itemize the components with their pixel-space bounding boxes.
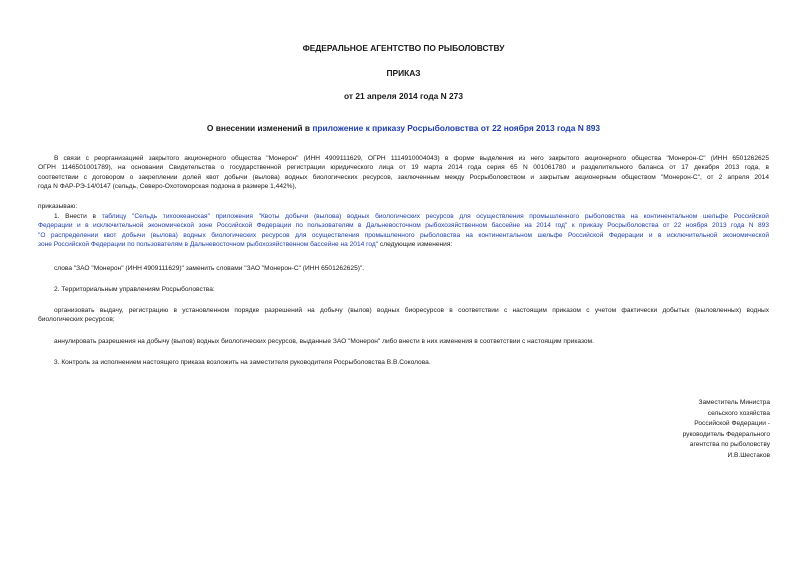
item-2-paragraph-2: аннулировать разрешения на добычу (вылов) водных биологических ресурсов, выданные ЗАО "Монерон" либо внести в них изменения в соответствии с настоящим приказом.: [54, 338, 594, 345]
item-1-replacement: слова "ЗАО "Монерон" (ИНН 4909111629)" заменить словами "ЗАО "Монерон-С" (ИНН 6501262625)".: [54, 265, 365, 272]
title-link[interactable]: приложение к приказу Росрыболовства от 22 ноября 2013 года N 893: [312, 123, 601, 133]
item-1-link-2[interactable]: Федерации и в исключительной экономической зоне Российской Федерации по пользователям в Дальневосточном рыбохозяйственном бассейне на 2014 год" к приказу Росрыболовства от 22 ноября 2013 года N 893: [38, 222, 769, 230]
agency-title: ФЕДЕРАЛЬНОЕ АГЕНТСТВО ПО РЫБОЛОВСТВУ: [302, 43, 505, 53]
item-1-suffix: следующие изменения:: [378, 240, 453, 248]
signature-line-3: Российской Федерации -: [694, 420, 770, 428]
document-type: ПРИКАЗ: [386, 68, 421, 78]
item-3-paragraph: 3. Контроль за исполнением настоящего приказа возложить на заместителя руководителя Росрыболовства В.В.Соколова.: [54, 359, 431, 366]
item-2-para1-line-1: организовать выдачу, регистрацию в установленном порядке разрешений на добычу (вылов) водных биоресурсов в соответствии с настоящим приказом с учетом фактически добытых (выловленных) водных: [54, 307, 769, 314]
signature-line-5: агентства по рыболовству: [689, 441, 770, 449]
signature-block: [600, 398, 770, 462]
document-title: [0, 123, 807, 134]
preamble-line-1: В связи с реорганизацией закрытого акционерного общества "Монерон" (ИНН 4909111629, ОГРН 1114910004043) в форме выделения из него закрытого акционерного общества "Монерон-С" (ИНН 6501262625: [54, 155, 769, 162]
preamble-line-3: соответствии с договором о закреплении долей квот добычи (вылова) водных биологических ресурсов, заключенным между Росрыболовством и закрытым акционерным обществом "Монерон-С", от 2 апреля 2014: [38, 173, 769, 181]
title-prefix: О внесении изменений в: [206, 123, 313, 133]
signature-line-4: руководитель Федерального: [682, 430, 770, 438]
item-2-heading: 2. Территориальным управлениям Росрыболовства:: [54, 286, 215, 293]
item-1-link-4[interactable]: зоне Российской Федерации по пользователям в Дальневосточном рыбохозяйственном бассейне на 2014 год": [38, 240, 379, 248]
signature-line-1: Заместитель Министра: [698, 399, 770, 406]
item-1-line-1: [38, 212, 769, 221]
signature-name: И.В.Шестаков: [727, 451, 770, 459]
item-1-prefix: 1. Внести в: [54, 213, 102, 220]
item-1-link-3[interactable]: "О распределении квот добычи (вылова) водных биологических ресурсов для осуществления промышленного рыболовства на континентальном шельфе Российской Федерации и в исключительной экономической: [38, 231, 769, 239]
preamble-paragraph: [38, 154, 769, 191]
item-1-line-4: [38, 240, 769, 249]
item-2-paragraph-1: [38, 306, 769, 325]
item-2-para1-line-2: биологических ресурсов;: [38, 316, 115, 324]
preamble-line-2: ОГРН 1146501001789), на основании Свидетельства о государственной регистрации юридического лица от 19 марта 2014 года серия 65 N 001061780 и разделительного баланса от 17 декабря 2013 года, в: [38, 164, 769, 172]
document-date-number: от 21 апреля 2014 года N 273: [344, 91, 463, 101]
item-1-paragraph: [38, 212, 769, 249]
preamble-line-4: года N ФАР-РЭ-14/0147 (сельдь, Северо-Охотоморская подзона в размере 1,442%),: [38, 182, 297, 190]
order-word: приказываю:: [38, 203, 78, 210]
signature-line-2: сельского хозяйства: [707, 409, 770, 417]
item-1-link-1[interactable]: таблицу "Сельдь тихоокеанская" приложения "Квоты добычи (вылова) водных биологических ресурсов для осуществления промышленного рыболовства на континентальном шельфе Российской: [101, 213, 769, 220]
